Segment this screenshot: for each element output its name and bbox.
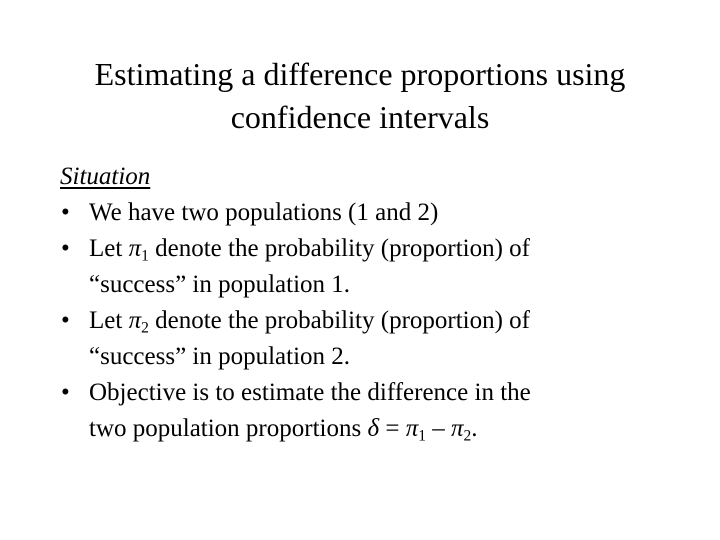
bullet-text-line-1: [89, 231, 680, 267]
section-heading: Situation: [60, 163, 151, 190]
bullet-text-line-1: [89, 303, 680, 339]
bullet-icon: •: [61, 307, 70, 334]
slide-title: [40, 53, 680, 139]
bullet-text-line-2: [89, 411, 680, 447]
bullet-item-objective: [60, 375, 680, 447]
bullet-text-line-2: “success” in population 2.: [89, 343, 351, 370]
bullet-icon: •: [61, 235, 70, 262]
pi-symbol: π: [450, 415, 464, 442]
bullet-text-post: denote the probability (proportion) of: [148, 307, 531, 334]
slide-body: [60, 159, 680, 447]
equals-sign: =: [379, 415, 406, 442]
pi-symbol: π: [128, 235, 142, 262]
bullet-text-pre: Let: [89, 307, 129, 334]
pi-subscript: 2: [141, 319, 149, 337]
bullet-text-pre: Let: [89, 235, 129, 262]
bullet-item-pi2: [60, 303, 680, 375]
slide-title-line-2: confidence intervals: [230, 99, 490, 135]
bullet-icon: •: [61, 379, 70, 406]
minus-sign: –: [425, 415, 451, 442]
bullet-text-line-1: Objective is to estimate the difference in the: [89, 379, 531, 406]
bullet-text-pre: two population proportions: [89, 415, 368, 442]
period: .: [471, 415, 478, 442]
bullet-icon: •: [61, 199, 70, 226]
pi-symbol: π: [128, 307, 142, 334]
bullet-text: We have two populations (1 and 2): [89, 199, 439, 226]
bullet-item-pi1: [60, 231, 680, 303]
slide-title-line-1: Estimating a difference proportions using: [94, 56, 626, 92]
bullet-text-post: denote the probability (proportion) of: [148, 235, 531, 262]
delta-symbol: δ: [367, 415, 380, 442]
bullet-item-populations: [60, 195, 680, 231]
pi-subscript: 1: [418, 427, 426, 445]
bullet-text-line-2: “success” in population 1.: [89, 271, 351, 298]
pi-symbol: π: [405, 415, 419, 442]
pi-subscript: 2: [463, 427, 472, 445]
pi-subscript: 1: [141, 247, 149, 265]
